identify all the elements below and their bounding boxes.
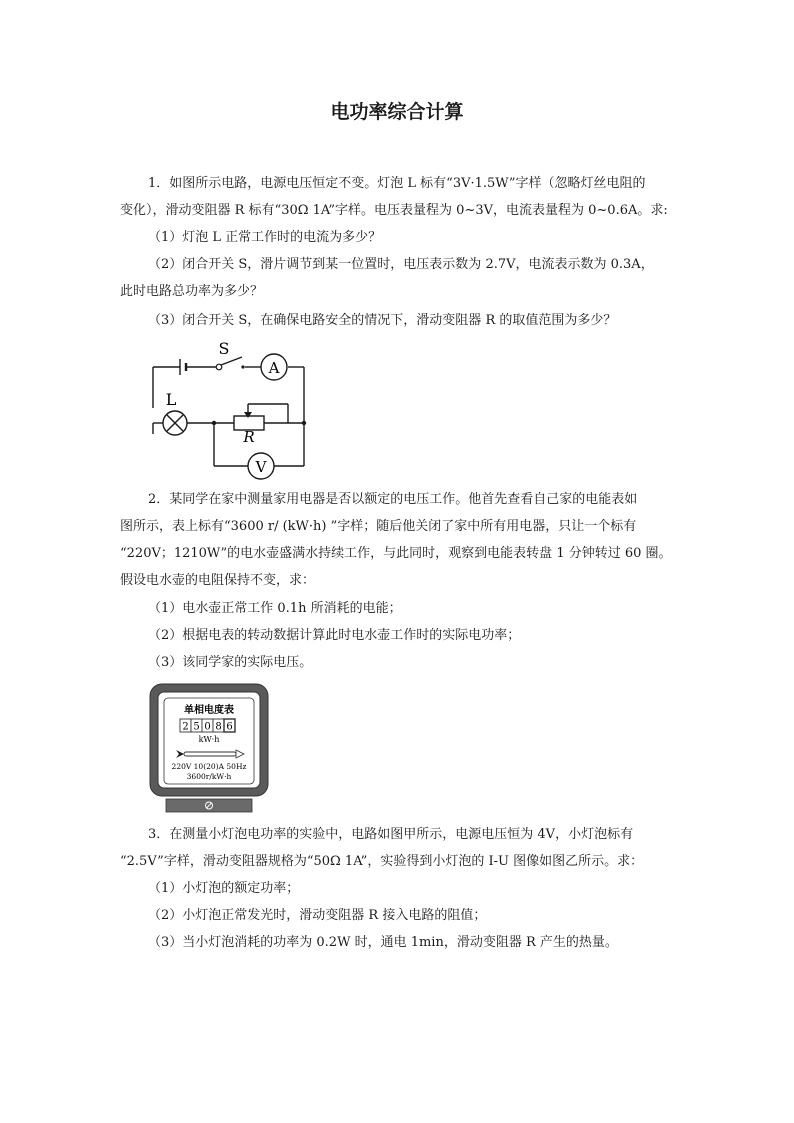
switch-icon [216,357,244,370]
q1-sub-3: （3）闭合开关 S，在确保电路安全的情况下，滑动变阻器 R 的取值范围为多少？ [148,313,617,328]
q3-sub-3: （3）当小灯泡消耗的功率为 0.2W 时，通电 1min，滑动变阻器 R 产生的热量。 [148,935,618,950]
page-title: 电功率综合计算 [330,101,464,123]
q3-stem-line-1: 3．在测量小灯泡电功率的实验中，电路如图甲所示，电源电压恒为 4V，小灯泡标有 [148,827,634,842]
q2-sub-1: （1）电水壶正常工作 0.1h 所消耗的电能； [148,601,402,616]
q3-sub-2: （2）小灯泡正常发光时，滑动变阻器 R 接入电路的阻值； [148,908,487,923]
q2-stem-line-1: 2．某同学在家中测量家用电器是否以额定的电压工作。他首先查看自己家的电能表如 [148,492,638,507]
electricity-meter [148,682,270,816]
meter-constant: 3600r/kW·h [186,772,232,781]
lamp-icon [153,411,187,435]
q1-sub-1: （1）灯泡 L 正常工作时的电流为多少？ [148,230,382,245]
rheostat-label: R [243,428,255,446]
voltmeter-label: V [255,458,267,476]
q2-stem-line-2: 图所示，表上标有“3600 r/ (kW·h) ”字样；随后他关闭了家中所有用电器，只让一个标有 [120,519,637,534]
ammeter-label: A [268,359,280,377]
meter-digit: 6 [226,721,233,733]
q1-sub-2-cont: 此时电路总功率为多少？ [120,284,264,299]
q3-sub-1: （1）小灯泡的额定功率； [148,881,300,896]
q2-stem-line-4: 假设电水壶的电阻保持不变，求： [120,573,316,588]
meter-digit: 0 [204,721,211,733]
circuit-diagram-1 [140,338,320,480]
q2-stem-line-3: “220V；1210W”的电水壶盛满水持续工作，与此同时，观察到电能表转盘 1 分钟转过 60 圈。 [120,546,672,561]
q2-sub-2: （2）根据电表的转动数据计算此时电水壶工作时的实际电功率； [148,628,521,643]
meter-name: 单相电度表 [184,705,234,716]
q3-stem-line-2: “2.5V”字样，滑动变阻器规格为“50Ω 1A”，实验得到小灯泡的 I-U 图像如图乙所示。求： [120,854,644,869]
meter-digit: 2 [182,721,189,733]
meter-unit: kW·h [198,735,220,744]
battery-icon [180,359,186,375]
q1-stem-line-1: 1．如图所示电路，电源电压恒定不变。灯泡 L 标有“3V·1.5W”字样（忽略灯丝电阻的 [148,176,646,191]
meter-rating: 220V 10(20)A 50Hz [171,762,247,771]
meter-digit: 5 [193,721,200,733]
switch-label: S [218,339,230,358]
q2-sub-3: （3）该同学家的实际电压。 [148,655,313,670]
q1-sub-2: （2）闭合开关 S，滑片调节到某一位置时，电压表示数为 2.7V，电流表示数为 0.3A， [148,257,654,272]
meter-digit: 8 [215,721,222,733]
q1-stem-line-2: 变化），滑动变阻器 R 标有“30Ω 1A”字样。电压表量程为 0~3V，电流表量程为 0~0.6A。求: [120,203,668,218]
lamp-label: L [165,390,177,409]
